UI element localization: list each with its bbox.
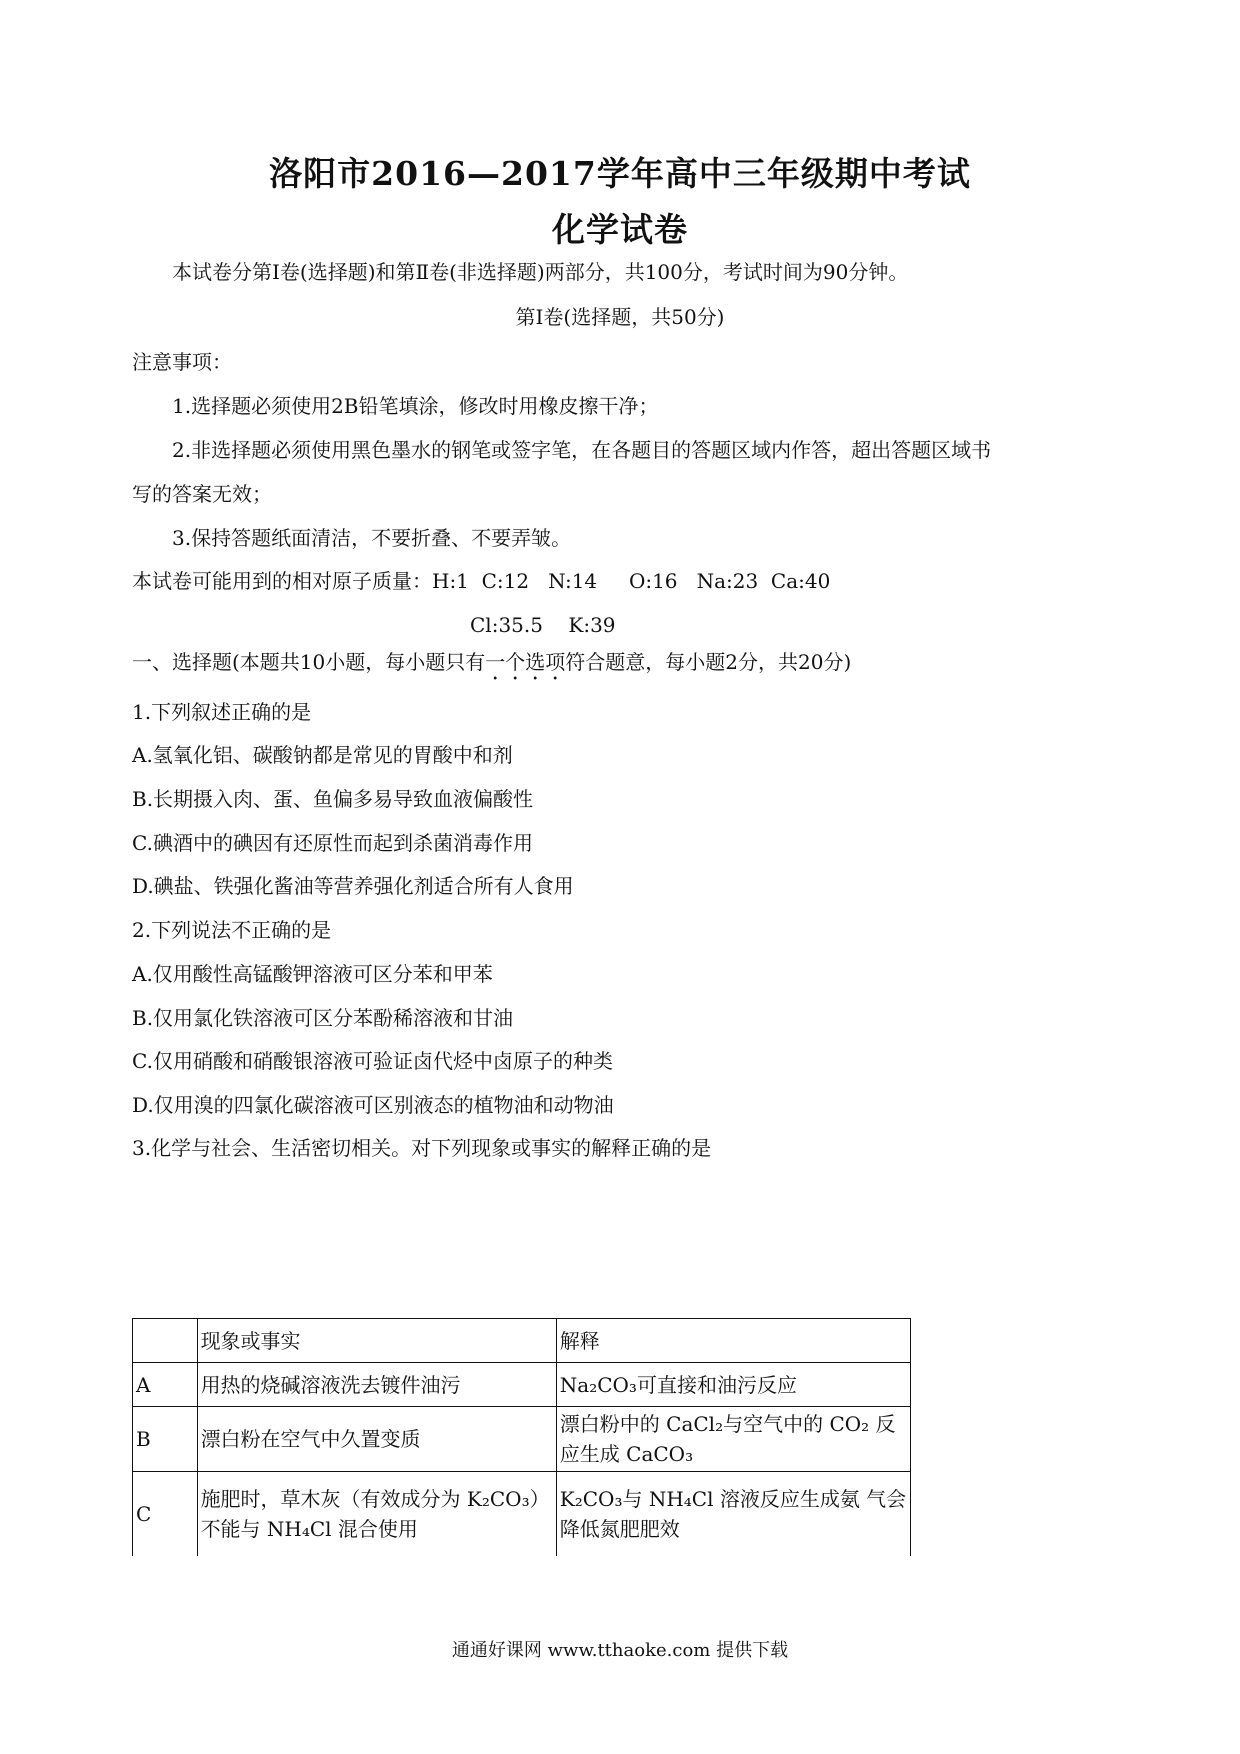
- q3-stem: 3.化学与社会、生活密切相关。对下列现象或事实的解释正确的是: [132, 1136, 712, 1160]
- table-header-cell: [133, 1319, 198, 1363]
- q2-stem: 2.下列说法不正确的是: [132, 918, 332, 942]
- table-cell: K₂CO₃与 NH₄Cl 溶液反应生成氨 气会降低氮肥肥效: [556, 1472, 910, 1556]
- atomic-mass-line-1: 本试卷可能用到的相对原子质量：H:1 C:12 N:14 O:16 Na:23 Ca:40: [132, 569, 831, 593]
- part1-heading: 第Ⅰ卷(选择题，共50分): [515, 305, 725, 329]
- q1-stem: 1.下列叙述正确的是: [132, 700, 312, 724]
- notice-item-2: 2.非选择题必须使用黑色墨水的钢笔或签字笔，在各题目的答题区域内作答，超出答题区域书: [172, 438, 992, 462]
- section1-heading-emphasis: 一个选项: [485, 650, 566, 674]
- notice-item-3: 3.保持答题纸面清洁，不要折叠、不要弄皱。: [172, 526, 572, 550]
- intro-line: 本试卷分第Ⅰ卷(选择题)和第Ⅱ卷(非选择题)两部分，共100分，考试时间为90分钟。: [172, 260, 909, 284]
- q2-option-d: D.仅用溴的四氯化碳溶液可区别液态的植物油和动物油: [132, 1093, 614, 1117]
- atomic-mass-line-2: Cl:35.5 K:39: [470, 613, 616, 637]
- q2-option-b: B.仅用氯化铁溶液可区分苯酚稀溶液和甘油: [132, 1006, 514, 1030]
- table-cell: B: [133, 1407, 198, 1472]
- table-row: [133, 1472, 911, 1556]
- section1-heading-post: 符合题意，每小题2分，共20分): [565, 650, 852, 674]
- table-header-cell: 解释: [556, 1319, 910, 1363]
- table-cell: Na₂CO₃可直接和油污反应: [556, 1363, 910, 1407]
- notice-heading: 注意事项：: [132, 350, 232, 374]
- table-row: [133, 1407, 911, 1472]
- q3-table: [132, 1318, 911, 1556]
- exam-subtitle: 化学试卷: [552, 210, 688, 249]
- q2-option-c: C.仅用硝酸和硝酸银溶液可验证卤代烃中卤原子的种类: [132, 1049, 613, 1073]
- section1-heading-pre: 一、选择题(本题共10小题，每小题只有: [132, 650, 486, 674]
- section1-heading: [132, 648, 851, 685]
- q1-option-a: A.氢氧化铝、碳酸钠都是常见的胃酸中和剂: [132, 743, 513, 767]
- table-header-cell: 现象或事实: [197, 1319, 556, 1363]
- q1-option-c: C.碘酒中的碘因有还原性而起到杀菌消毒作用: [132, 831, 533, 855]
- table-cell: 漂白粉在空气中久置变质: [197, 1407, 556, 1472]
- table-cell: 用热的烧碱溶液洗去镀件油污: [197, 1363, 556, 1407]
- exam-title: 洛阳市2016—2017学年高中三年级期中考试: [269, 154, 971, 193]
- table-cell: 施肥时，草木灰（有效成分为 K₂CO₃）不能与 NH₄Cl 混合使用: [197, 1472, 556, 1556]
- q1-option-b: B.长期摄入肉、蛋、鱼偏多易导致血液偏酸性: [132, 787, 534, 811]
- q2-option-a: A.仅用酸性高锰酸钾溶液可区分苯和甲苯: [132, 962, 493, 986]
- table-cell: 漂白粉中的 CaCl₂与空气中的 CO₂ 反应生成 CaCO₃: [556, 1407, 910, 1472]
- table-header-row: [133, 1319, 911, 1363]
- q1-option-d: D.碘盐、铁强化酱油等营养强化剂适合所有人食用: [132, 874, 574, 898]
- notice-item-2-cont: 写的答案无效；: [132, 482, 272, 506]
- table-cell: C: [133, 1472, 198, 1556]
- footer-text: 通通好课网 www.tthaoke.com 提供下载: [451, 1640, 789, 1661]
- table-row: [133, 1363, 911, 1407]
- table-cell: A: [133, 1363, 198, 1407]
- notice-item-1: 1.选择题必须使用2B铅笔填涂，修改时用橡皮擦干净；: [172, 394, 659, 418]
